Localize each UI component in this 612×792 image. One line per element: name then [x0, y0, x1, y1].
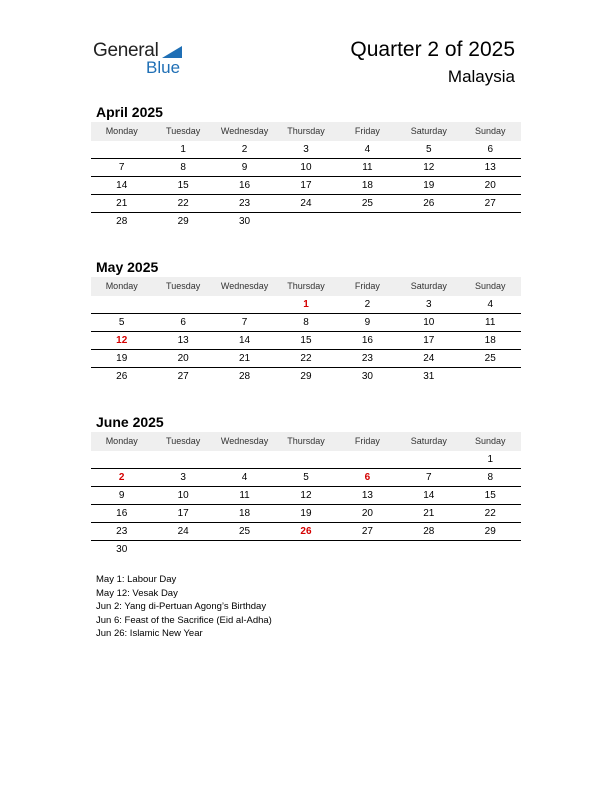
day-cell: 18	[361, 180, 373, 191]
empty-day-cell	[214, 296, 275, 313]
day-cell: 6	[364, 472, 371, 483]
day-cell: 24	[423, 353, 435, 364]
week-row	[91, 195, 521, 213]
day-cell: 20	[177, 353, 189, 364]
day-cell: 22	[177, 198, 189, 209]
day-cell: 9	[364, 317, 371, 328]
holiday-entry: May 1: Labour Day	[96, 574, 177, 585]
day-cell: 11	[239, 490, 250, 501]
week-row	[91, 213, 521, 230]
weekday-label: Tuesday	[166, 436, 201, 446]
day-cell: 14	[423, 490, 435, 501]
day-cell: 17	[423, 335, 435, 346]
day-cell: 19	[116, 353, 128, 364]
empty-day-cell	[275, 451, 336, 468]
logo-text-blue: Blue	[146, 58, 181, 77]
day-cell: 10	[300, 162, 312, 173]
day-cell: 18	[238, 508, 251, 519]
day-cell: 26	[423, 198, 435, 209]
day-cell: 3	[180, 472, 186, 483]
day-cell: 7	[118, 162, 125, 173]
weekday-label: Monday	[105, 436, 138, 446]
day-cell: 18	[484, 335, 496, 346]
weekday-label: Thursday	[287, 126, 325, 136]
week-row	[91, 541, 521, 558]
day-cell: 3	[303, 144, 309, 155]
day-cell: 4	[487, 299, 494, 310]
generalblue-logo	[93, 40, 193, 80]
day-cell: 1	[180, 144, 186, 155]
day-cell: 12	[423, 162, 435, 173]
logo-triangle-icon	[162, 46, 182, 58]
month-title: April 2025	[96, 104, 163, 120]
day-cell: 30	[238, 216, 251, 227]
empty-day-cell	[275, 213, 336, 230]
day-cell: 1	[303, 299, 309, 310]
day-cell: 23	[361, 353, 373, 364]
day-cell: 9	[118, 490, 125, 501]
day-cell: 4	[364, 144, 371, 155]
day-cell: 27	[361, 526, 373, 537]
calendar-april	[91, 103, 521, 230]
empty-day-cell	[460, 541, 521, 558]
day-cell: 19	[300, 508, 312, 519]
week-row	[91, 350, 521, 368]
weekday-label: Sunday	[474, 126, 506, 136]
weekday-label: Wednesday	[220, 281, 269, 291]
day-cell: 19	[423, 180, 435, 191]
day-cell: 16	[361, 335, 373, 346]
empty-day-cell	[460, 368, 521, 385]
day-cell: 24	[177, 526, 189, 537]
week-row	[91, 523, 521, 541]
weekday-label: Monday	[105, 126, 138, 136]
day-cell: 11	[485, 317, 496, 328]
week-row	[91, 296, 521, 314]
week-row	[91, 451, 521, 469]
day-cell: 15	[300, 335, 312, 346]
weekday-label: Wednesday	[220, 126, 269, 136]
day-cell: 21	[116, 198, 128, 209]
day-cell: 12	[300, 490, 312, 501]
day-cell: 16	[238, 180, 251, 191]
weekday-label: Tuesday	[166, 281, 201, 291]
day-cell: 23	[116, 526, 128, 537]
day-cell: 13	[361, 490, 373, 501]
day-cell: 16	[116, 508, 128, 519]
weekday-label: Wednesday	[220, 436, 269, 446]
day-cell: 14	[238, 335, 251, 346]
day-cell: 13	[484, 162, 496, 173]
weekday-label: Saturday	[410, 126, 447, 136]
day-cell: 27	[484, 198, 496, 209]
empty-day-cell	[152, 296, 213, 313]
empty-day-cell	[398, 213, 459, 230]
empty-day-cell	[91, 451, 152, 468]
week-row	[91, 368, 521, 385]
day-cell: 7	[426, 472, 432, 483]
weekday-label: Thursday	[287, 281, 325, 291]
empty-day-cell	[152, 541, 213, 558]
country-name: Malaysia	[447, 67, 515, 86]
week-row	[91, 332, 521, 350]
day-cell: 17	[177, 508, 189, 519]
empty-day-cell	[398, 541, 459, 558]
day-cell: 24	[300, 198, 312, 209]
holiday-list	[96, 573, 272, 641]
day-cell: 2	[118, 472, 125, 483]
month-title: June 2025	[96, 414, 164, 430]
weekday-header	[91, 432, 521, 451]
weekday-label: Saturday	[410, 436, 447, 446]
day-cell: 20	[484, 180, 496, 191]
weekday-header	[91, 122, 521, 141]
day-cell: 10	[177, 490, 189, 501]
day-cell: 13	[177, 335, 189, 346]
day-cell: 31	[423, 371, 435, 382]
day-cell: 21	[423, 508, 435, 519]
day-cell: 28	[116, 216, 128, 227]
empty-day-cell	[91, 296, 152, 313]
empty-day-cell	[460, 213, 521, 230]
month-title: May 2025	[96, 259, 159, 275]
day-cell: 30	[361, 371, 373, 382]
weekday-label: Monday	[105, 281, 138, 291]
calendar-may	[91, 258, 521, 385]
day-cell: 8	[303, 317, 309, 328]
holiday-entry: May 12: Vesak Day	[96, 587, 178, 599]
weekday-label: Thursday	[287, 436, 325, 446]
weekday-label: Saturday	[410, 281, 447, 291]
day-cell: 15	[177, 180, 189, 191]
weekday-label: Friday	[354, 281, 380, 291]
holiday-entry: Jun 26: Islamic New Year	[96, 628, 203, 639]
day-cell: 3	[426, 299, 432, 310]
holiday-entry: Jun 2: Yang di-Pertuan Agong’s Birthday	[96, 601, 267, 612]
day-cell: 27	[177, 371, 189, 382]
day-cell: 22	[300, 353, 312, 364]
day-cell: 26	[116, 371, 128, 382]
day-cell: 5	[118, 317, 125, 328]
day-cell: 25	[238, 526, 251, 537]
weekday-label: Sunday	[474, 436, 506, 446]
weekday-label: Friday	[354, 436, 380, 446]
day-cell: 7	[241, 317, 248, 328]
week-row	[91, 314, 521, 332]
empty-day-cell	[214, 541, 275, 558]
day-cell: 4	[241, 472, 248, 483]
week-row	[91, 505, 521, 523]
weekday-header	[91, 277, 521, 296]
day-cell: 28	[238, 371, 251, 382]
day-cell: 29	[484, 526, 496, 537]
day-cell: 6	[487, 144, 494, 155]
day-cell: 6	[180, 317, 186, 328]
weekday-label: Sunday	[474, 281, 506, 291]
week-row	[91, 469, 521, 487]
empty-day-cell	[214, 451, 275, 468]
day-cell: 8	[487, 472, 494, 483]
calendar-june	[91, 413, 521, 558]
day-cell: 15	[484, 490, 496, 501]
day-cell: 29	[177, 216, 189, 227]
day-cell: 30	[116, 544, 128, 555]
day-cell: 22	[484, 508, 496, 519]
day-cell: 21	[238, 353, 251, 364]
empty-day-cell	[275, 541, 336, 558]
empty-day-cell	[337, 451, 398, 468]
day-cell: 9	[241, 162, 248, 173]
week-row	[91, 141, 521, 159]
logo-text-general: General	[93, 40, 159, 61]
empty-day-cell	[91, 141, 152, 158]
page-title: Quarter 2 of 2025	[350, 38, 515, 61]
day-cell: 5	[426, 144, 432, 155]
day-cell: 11	[362, 162, 373, 173]
day-cell: 25	[484, 353, 496, 364]
empty-day-cell	[398, 451, 459, 468]
holiday-entry: Jun 6: Feast of the Sacrifice (Eid al-Adha)	[96, 614, 272, 626]
day-cell: 2	[241, 144, 248, 155]
week-row	[91, 487, 521, 505]
week-row	[91, 177, 521, 195]
weekday-label: Friday	[354, 126, 380, 136]
day-cell: 8	[180, 162, 186, 173]
day-cell: 10	[423, 317, 435, 328]
day-cell: 20	[361, 508, 373, 519]
day-cell: 25	[361, 198, 373, 209]
week-row	[91, 159, 521, 177]
empty-day-cell	[337, 213, 398, 230]
day-cell: 14	[116, 180, 128, 191]
empty-day-cell	[337, 541, 398, 558]
day-cell: 1	[487, 454, 494, 465]
day-cell: 26	[300, 526, 312, 537]
weekday-label: Tuesday	[166, 126, 201, 136]
day-cell: 5	[303, 472, 309, 483]
day-cell: 12	[116, 335, 128, 346]
empty-day-cell	[152, 451, 213, 468]
day-cell: 29	[300, 371, 312, 382]
day-cell: 23	[238, 198, 251, 209]
day-cell: 2	[364, 299, 371, 310]
day-cell: 17	[300, 180, 312, 191]
day-cell: 28	[423, 526, 435, 537]
